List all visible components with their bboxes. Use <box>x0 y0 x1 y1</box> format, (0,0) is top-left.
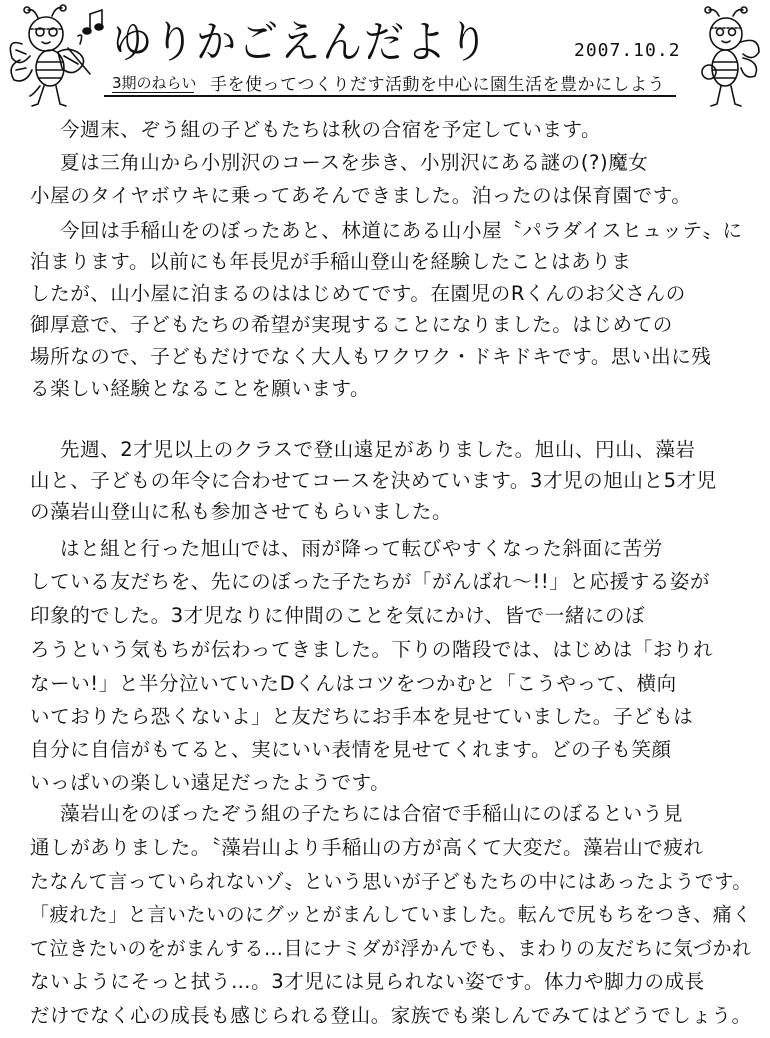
paragraph-3-line-6: る楽しい経験となることを願います。 <box>30 377 371 400</box>
paragraph-4-line-1: 先週、2才児以上のクラスで登山遠足がありました。旭山、円山、藻岩 <box>60 438 696 461</box>
paragraph-1-line-1: 今週末、ぞう組の子どもたちは秋の合宿を予定しています。 <box>60 118 602 141</box>
paragraph-6-line-1: 藻岩山をのぼったぞう組の子たちには合宿で手稲山にのぼるという見 <box>60 802 684 825</box>
paragraph-3-line-2: 泊まります。以前にも年長児が手稲山登山を経験したことはありま <box>30 250 632 273</box>
issue-date: 2007.10.2 <box>574 40 681 61</box>
paragraph-6-line-2: 通しがありました。〝藻岩山より手稲山の方が高くて大変だ。藻岩山で疲れ <box>30 836 704 859</box>
paragraph-5-line-3: 印象的でした。3才児なりに仲間のことを気にかけ、皆で一緒にのぼ <box>30 604 646 627</box>
paragraph-6-line-5: て泣きたいのをがまんする…目にナミダが浮かんでも、まわりの友だちに気づかれ <box>30 937 752 960</box>
term-goal-label: 3期のねらい <box>112 74 197 92</box>
paragraph-6-line-7: だけでなく心の成長も感じられる登山。家族でも楽しんでみてはどうでしょう。 <box>30 1004 752 1027</box>
paragraph-3-line-3: したが、山小屋に泊まるのははじめてです。在園児のRくんのお父さんの <box>30 282 686 305</box>
paragraph-5-line-6: いておりたら恐くないよ」と友だちにお手本を見せていました。子どもは <box>30 705 694 728</box>
term-goal-text: 手を使ってつくりだす活動を中心に園生活を豊かにしよう <box>210 75 665 95</box>
paragraph-2-line-1: 夏は三角山から小別沢のコースを歩き、小別沢にある謎の(?)魔女 <box>60 151 649 174</box>
paragraph-5-line-4: ろうという気もちが伝わってきました。下りの階段では、はじめは「おりれ <box>30 638 714 661</box>
paragraph-3-line-5: 場所なので、子どもだけでなく大人もワクワク・ドキドキです。思い出に残 <box>30 345 712 368</box>
newsletter-title: ゆりかごえんだより <box>112 17 490 68</box>
paragraph-5-line-7: 自分に自信がもてると、実にいい表情を見せてくれます。どの子も笑顔 <box>30 738 672 761</box>
paragraph-5-line-2: している友だちを、先にのぼった子たちが「がんばれ〜!!」と応援する姿が <box>30 570 711 593</box>
paragraph-6-line-4: 「疲れた」と言いたいのにグッとがまんしていました。転んで尻もちをつき、痛く <box>30 903 752 926</box>
paragraph-3-line-1: 今回は手稲山をのぼったあと、林道にある山小屋〝パラダイスヒュッテ〟に <box>60 219 743 242</box>
paragraph-2-line-2: 小屋のタイヤボウキに乗ってあそんできました。泊ったのは保育園です。 <box>30 184 692 207</box>
paragraph-6-line-6: ないようにそっと拭う…。3才児には見られない姿です。体力や脚力の成長 <box>30 970 705 993</box>
paragraph-6-line-3: たなんて言っていられないゾ〟という思いが子どもたちの中にはあったようです。 <box>30 870 752 893</box>
paragraph-4-line-3: の藻岩山登山に私も参加させてもらいました。 <box>30 500 453 523</box>
paragraph-3-line-4: 御厚意で、子どもたちの希望が実現することになりました。はじめての <box>30 313 673 336</box>
paragraph-5-line-5: なーい!」と半分泣いていたDくんはコツをつかむと「こうやって、横向 <box>30 672 677 695</box>
paragraph-5-line-8: いっぱいの楽しい遠足だったようです。 <box>30 771 391 794</box>
paragraph-4-line-2: 山と、子どもの年令に合わせてコースを決めています。3才児の旭山と5才児 <box>30 469 717 492</box>
paragraph-5-line-1: はと組と行った旭山では、雨が降って転びやすくなった斜面に苦労 <box>60 537 664 560</box>
